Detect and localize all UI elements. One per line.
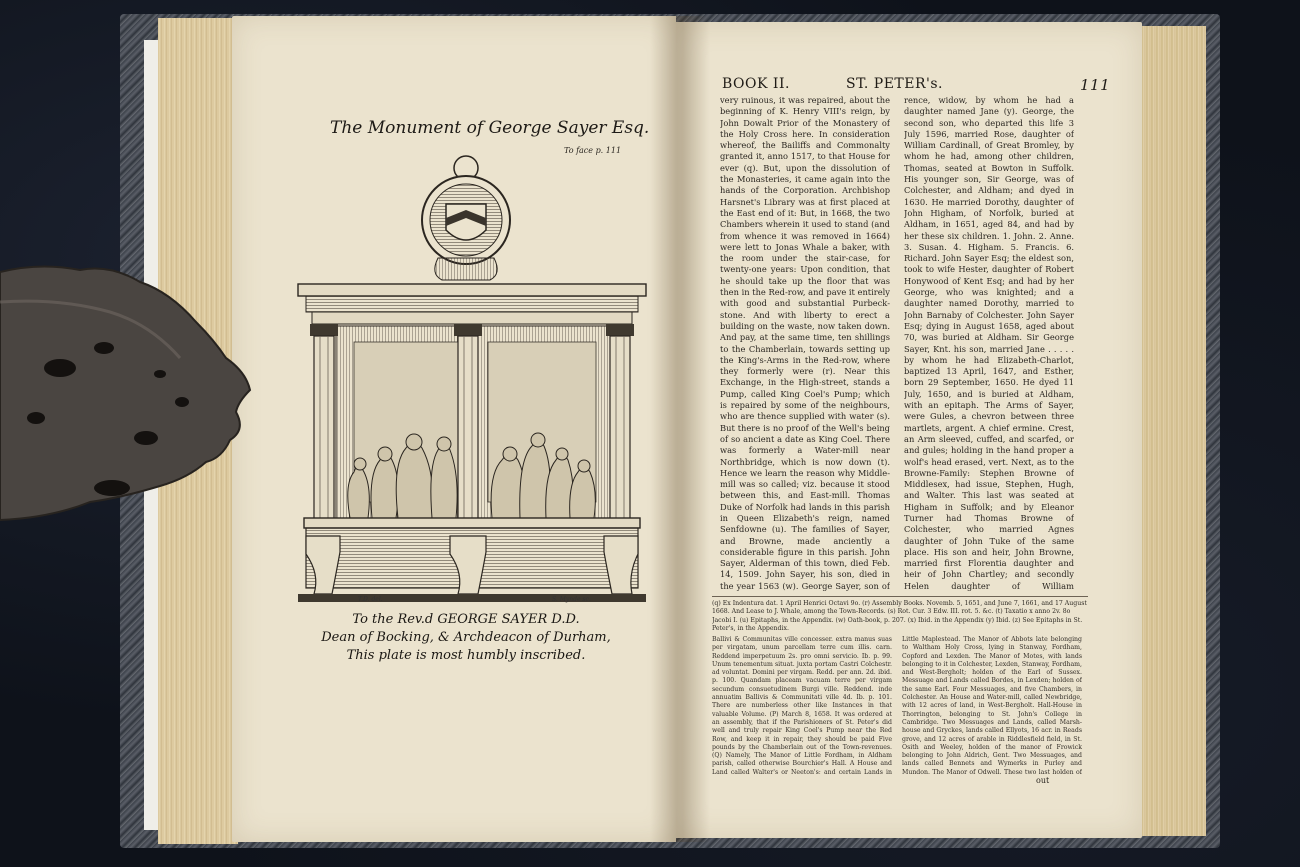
footnote-column-2: Little Maplestead. The Manor of Abbots late belonging to Waltham Holy Cross, lying in Stanway, Fordham, Copford and Lexden. The Manor of Motes, with lands belonging to it in Colchester, Lexden, Stanway, Fordham, and West-Bergholt; holden of the Earl of Sussex. Messuage and Lands called Bordes, in Lexden; holden of the same Earl. Four Messuages, and five Chambers, in Colchester. An House and Water-mill, called Newbridge, with 12 acres of land, in West-Bergholt. Hall-House in Thorrington, belonging to St. John's College in Cambridge. Two Messuages and Lands, called Marsh-house and Gryckes, lands called Ellyots, 16 acr. in Reads grove, and 12 acres of arable in Riddlesfield field, in St. Osith and Weeley, holden of the manor of Frowick belonging to John Aldrich, Gent. Two Messuages, and lands called Bennets and Wymerks in Purley and Mundon. The Manor of Odwell. These two last holden of (902, 636, 1082, 774)
text-column-2: rence, widow, by whom he had a daughter named Jane (y). George, the second son, who departed this life 3 July 1596, married Rose, daughter of William Cardinall, of Great Bromley, by whom he had, among other children, Thomas, seated at Bowton in Suffolk. His younger son, Sir George, was of Colchester, and Aldham; and dyed in 1630. He married Dorothy, daughter of John Higham, of Norfolk, buried at Aldham, in 1651, aged 84, and had by her these six children. 1. John. 2. Anne. 3. Susan. 4. Higham. 5. Francis. 6. Richard. John Sayer Esq; the eldest son, took to wife Hester, daughter of Robert Honywood of Kent Esq; and had by her George, who was knighted; and a daughter named Dorothy, married to John Barnaby of Colchester. John Sayer Esq; dying in August 1658, aged about 70, was buried at Aldham. Sir George Sayer, Knt. his son, married Jane . . . . . by whom he had Elizabeth-Charlot, baptized 13 April, 1647, and Esther, born 29 September, 1650. He dyed 11 July, 1650, and is buried at Aldham, with an epitaph. The Arms of Sayer, were Gules, a chevron between three martlets, argent. A chief ermine. Crest, an Arm sleeved, cuffed, and scarfed, or and gules; holding in the hand proper a wolf's head erased, vert. Next, as to the Browne-Family: Stephen Browne of Middlesex, had issue, Stephen, Hugh, and Walter. This last was seated at Higham in Suffolk; and by Eleanor Turner had Thomas Browne of Colchester, who married Agnes daughter of John Tuke of the same place. His son and heir, John Browne, married first Florentia daughter and heir of John Chartley; and secondly Helen daughter of William (904, 95, 1074, 591)
plate-reference: To face p. 111 (564, 146, 622, 155)
dedication-line-3: This plate is most humbly inscribed. (346, 648, 586, 663)
designer-signature: T.D. del. (358, 596, 383, 603)
page-number: 111 (1080, 76, 1111, 94)
catchword: out (1036, 776, 1050, 785)
engraved-plate (278, 114, 654, 668)
text-column-1: very ruinous, it was repaired, about the beginning of K. Henry VIII's reign, by John Dowalt Prior of the Monastery of the Holy Cross here. In consideration whereof, the Bailiffs and Commonalty granted it, anno 1517, to that House for ever (q). But, upon the dissolution of the Monasteries, it came again into the hands of the Corporation. Archbishop Harsnet's Library was at first placed at the East end of it: But, in 1668, the two Chambers wherein it used to stand (and from whence it was removed in 1664) were lett to Jonas Whale a baker, with the room under the stair-case, for twenty-one years: Upon condition, that he should take up the floor that was then in the Red-row, and pave it entirely with good and substantial Purbeck-stone. And with liberty to erect a building on the waste, now taken down. And pay, at the same time, ten shillings to the Chamberlain, towards setting up the King's-Arms in the Red-row, where they formerly were (r). Near this Exchange, in the High-street, stands a Pump, called King Coel's Pump; which is repaired by some of the neighbours, who are thence supplied with water (s). But there is no proof of the Well's being of so ancient a date as King Coel. There was formerly a Water-mill near Northbridge, which is now down (t). Hence we learn the reason why Middle-mill was so called; viz. because it stood between this, and East-mill. Thomas Duke of Norfolk had lands in this parish in Queen Elizabeth's reign, named Senfdowne (u). The families of Sayer, and Browne, made anciently a considerable figure in this parish. John Sayer, Alderman of this town, died Feb. 14, 1509. John Sayer, his son, died in the year 1563 (w). George Sayer, son of (720, 95, 890, 591)
right-page-edges (1140, 26, 1206, 836)
engraver-signature: S. Mynde sc. (552, 596, 591, 603)
column-middle (454, 324, 482, 526)
dedication-line-1: To the Rev.d GEORGE SAYER D.D. (352, 612, 580, 627)
book-clamp (0, 262, 254, 524)
footnote-column-1: Ballivi & Communitas ville concesser. extra manus suas per virgatam, unum parcellam terre cum illis. carn. Reddend imperpetuum 2s. pro omni servicio. Ib. p. 99. Unum tenementum situat. juxta portam Castri Colchestr. ad voluntat. Domini per virgam. Redd. per ann. 2d. ibid. p. 100. Quandam placeam vacuam terre per virgam secundum consuetudinem Burgi ville. Reddend. inde annuatim Ballivis & Communitati ville 4d. Ib. p. 101. There are numberless other like Instances in that valuable Volume. (P) March 8, 1658. It was ordered at an assembly, that if the Parishioners of St. Peter's did well and truly repair King Coel's Pump near the Red Row, and keep it in repair, they should be paid Five pounds by the Chamberlain out of the Town-revenues. (Q) Namely, The Manor of Little Fordham, in Aldham parish, called otherwise Bourchier's Hall. A House and Land called Walter's or Neeton's; and certain Lands in (712, 636, 892, 774)
plate-title: The Monument of George Sayer Esq. (330, 118, 650, 138)
monument-engraving (292, 154, 652, 606)
column-left (310, 324, 338, 526)
footnote-rule (712, 596, 1088, 597)
column-right (606, 324, 634, 526)
running-head-book: BOOK II. (722, 76, 790, 92)
dedication-line-2: Dean of Bocking, & Archdeacon of Durham, (321, 630, 611, 645)
footnotes: (q) Ex Indentura dat. 1 April Henrici Octavi 9o. (r) Assembly Books. Novemb. 5, 1651, and June 7, 1661, and 17 August 1668. And Lease to J. Whale, among the Town-Records. (s) Rot. Cur. 3 Edw. III. rot. 5. &c. (t) Taxatio x anno 2v. 8o Jacobi I. (u) Epitaphs, in the Appendix. (w) Oath-book, p. 207. (x) Ibid. in the Appendix (y) Ibid. (z) See Epitaphs in St. Peter's, in the Appendix. (712, 600, 1087, 633)
coat-of-arms (422, 156, 510, 280)
running-head-title: ST. PETER's. (846, 76, 943, 92)
